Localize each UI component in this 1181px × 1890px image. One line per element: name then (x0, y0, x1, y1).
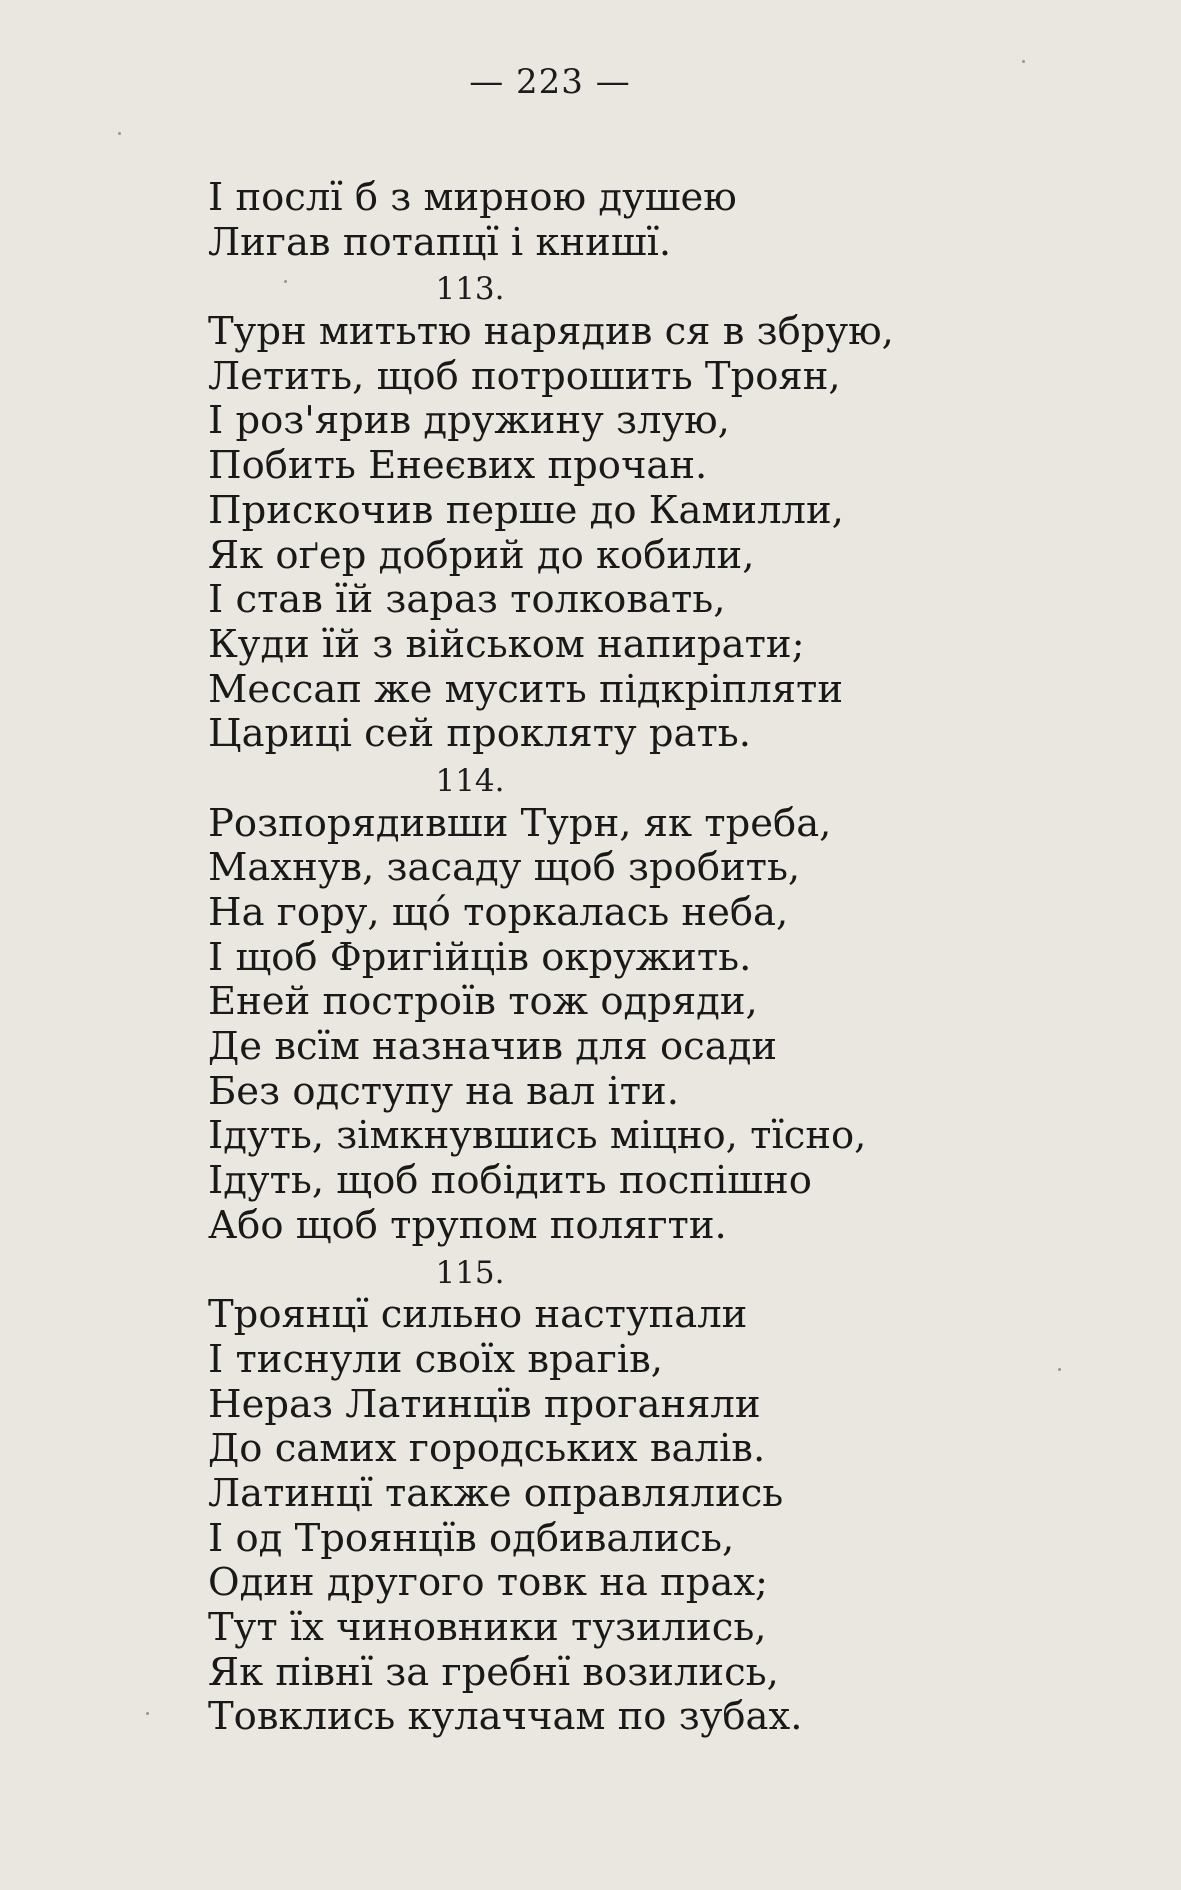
poem-line: І став їй зараз толковать, (208, 577, 726, 623)
poem-line: І од Троянцїв одбивались, (208, 1515, 735, 1561)
paper-speck (118, 132, 121, 135)
poem-line: Ідуть, зімкнувшись міцно, тїсно, (208, 1113, 867, 1159)
poem-line: Розпорядивши Турн, як треба, (208, 800, 832, 846)
poem-line: На гору, щó торкалась неба, (208, 890, 789, 935)
paper-speck (1058, 1368, 1061, 1371)
poem-line: Тут їх чиновники тузились, (208, 1605, 767, 1650)
poem-line: Еней построїв тож одряди, (208, 979, 758, 1025)
poem-line: І послї б з мирною душею (208, 175, 737, 220)
poem-line: Лигав потапцї і книшї. (208, 219, 672, 265)
poem-line: Цариці сей прокляту рать. (208, 711, 751, 757)
poem-line: Летить, щоб потрошить Троян, (208, 353, 841, 399)
poem-line: Один другого товк на прах; (208, 1560, 769, 1606)
poem-line: Мессап же мусить підкріпляти (208, 666, 844, 712)
paper-speck (1022, 60, 1025, 63)
paper-speck (284, 280, 287, 283)
stanza-number: 115. (435, 1254, 505, 1291)
poem-line: Прискочив перше до Камилли, (208, 487, 844, 533)
poem-line: І тиснули своїх врагів, (208, 1336, 663, 1382)
poem-text (208, 176, 988, 1740)
stanza-number: 114. (435, 762, 505, 799)
stanza-115 (208, 1249, 988, 1294)
poem-line: Як півнї за гребнї возились, (208, 1649, 779, 1695)
poem-line: Товклись кулаччам по зубах. (208, 1694, 803, 1740)
stanza-number: 113. (435, 271, 505, 308)
poem-line: Латинцї также оправлялись (208, 1470, 784, 1516)
stanza-114 (208, 757, 988, 802)
poem-line: Махнув, засаду щоб зробить, (208, 845, 801, 891)
poem-line: Як оґер добрий до кобили, (208, 532, 755, 578)
poem-line: І щоб Фригійців окружить. (208, 934, 752, 980)
poem-line: Нераз Латинцїв проганяли (208, 1381, 761, 1427)
paper-speck (146, 1712, 149, 1715)
poem-line: Ідуть, щоб побідить поспішно (208, 1158, 812, 1204)
poem-line: Турн митьтю нарядив ся в збрую, (208, 309, 894, 355)
poem-line: Без одступу на вал іти. (208, 1068, 679, 1114)
poem-line: Де всїм назначив для осади (208, 1024, 778, 1070)
page-number: — 223 — (469, 62, 631, 102)
poem-line: Троянцї сильно наступали (208, 1292, 748, 1338)
poem-line: І роз'ярив дружину злую, (208, 398, 730, 444)
poem-line: Куди їй з військом напирати; (208, 621, 805, 667)
stanza-113 (208, 265, 988, 310)
poem-line: Побить Енеєвих прочан. (208, 443, 708, 489)
poem-line: Або щоб трупом полягти. (208, 1202, 727, 1248)
poem-line: До самих городських валів. (208, 1426, 766, 1472)
